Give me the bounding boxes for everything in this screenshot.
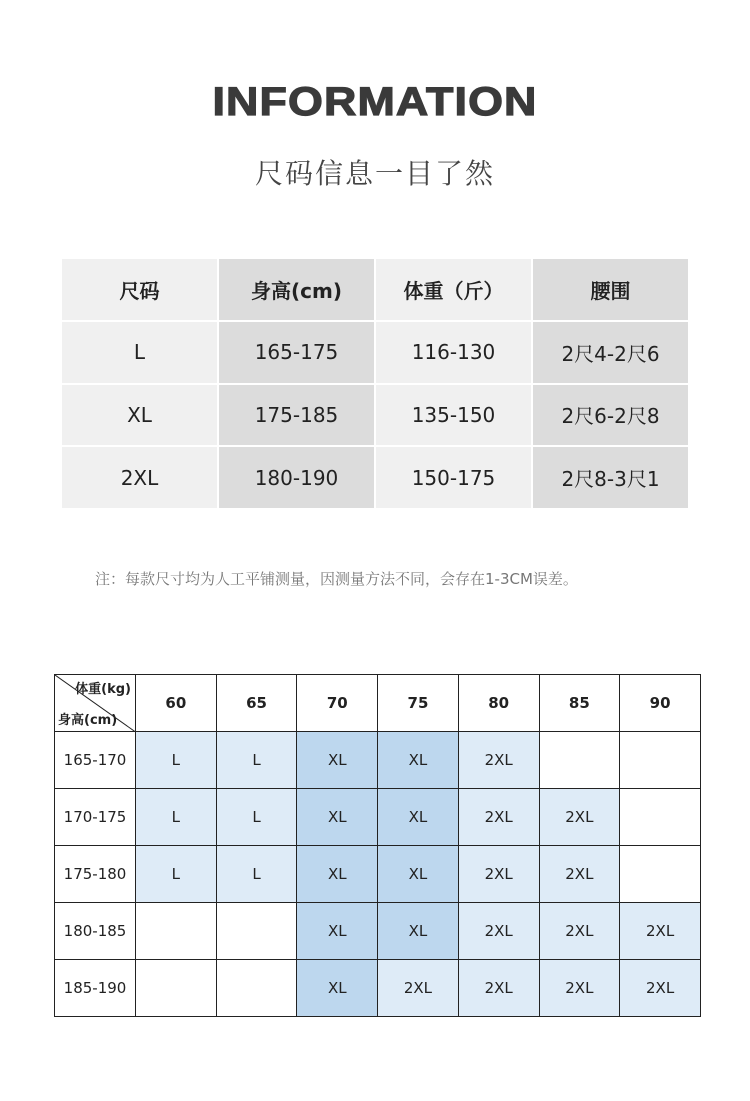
size-recommendation-cell: XL	[378, 846, 459, 903]
empty-cell	[136, 903, 217, 960]
size-recommendation-cell: 2XL	[539, 846, 620, 903]
size-table-row	[61, 321, 689, 384]
grid-row	[55, 789, 701, 846]
size-recommendation-cell: XL	[378, 903, 459, 960]
size-table-header-row	[61, 258, 689, 321]
weight-header-cell: 85	[539, 675, 620, 732]
size-header-cell: 身高(cm)	[218, 258, 375, 321]
weight-axis-label: 体重(kg)	[75, 682, 131, 697]
size-cell: 2尺8-3尺1	[532, 446, 689, 509]
size-recommendation-cell: XL	[297, 903, 378, 960]
size-cell: 150-175	[375, 446, 532, 509]
size-header-cell: 腰围	[532, 258, 689, 321]
size-recommendation-cell: L	[136, 732, 217, 789]
size-cell: 175-185	[218, 384, 375, 447]
weight-header-cell: 70	[297, 675, 378, 732]
size-recommendation-cell: 2XL	[539, 789, 620, 846]
page-title: INFORMATION	[212, 80, 538, 124]
size-recommendation-cell: 2XL	[458, 846, 539, 903]
height-row-label: 170-175	[55, 789, 136, 846]
size-recommendation-cell: L	[216, 846, 297, 903]
weight-header-cell: 65	[216, 675, 297, 732]
empty-cell	[620, 846, 701, 903]
weight-header-cell: 80	[458, 675, 539, 732]
empty-cell	[136, 960, 217, 1017]
size-recommendation-grid	[54, 674, 701, 1017]
empty-cell	[620, 789, 701, 846]
size-header-cell: 体重（斤）	[375, 258, 532, 321]
empty-cell	[539, 732, 620, 789]
size-cell: 116-130	[375, 321, 532, 384]
size-recommendation-cell: L	[216, 789, 297, 846]
size-recommendation-cell: 2XL	[458, 903, 539, 960]
weight-header-cell: 60	[136, 675, 217, 732]
size-recommendation-cell: 2XL	[620, 903, 701, 960]
size-recommendation-cell: 2XL	[620, 960, 701, 1017]
size-recommendation-cell: L	[216, 732, 297, 789]
size-cell: XL	[61, 384, 218, 447]
size-recommendation-cell: L	[136, 846, 217, 903]
size-recommendation-cell: 2XL	[458, 789, 539, 846]
size-recommendation-cell: 2XL	[539, 960, 620, 1017]
size-recommendation-cell: XL	[297, 846, 378, 903]
weight-header-cell: 75	[378, 675, 459, 732]
size-recommendation-cell: XL	[378, 789, 459, 846]
empty-cell	[620, 732, 701, 789]
page-subtitle: 尺码信息一目了然	[254, 157, 495, 190]
size-recommendation-cell: 2XL	[458, 960, 539, 1017]
size-recommendation-cell: 2XL	[458, 732, 539, 789]
height-row-label: 175-180	[55, 846, 136, 903]
size-table-row	[61, 446, 689, 509]
measurement-note: 注：每款尺寸均为人工平铺测量，因测量方法不同，会存在1-3CM误差。	[95, 570, 578, 588]
height-axis-label: 身高(cm)	[58, 713, 118, 728]
size-table-row	[61, 384, 689, 447]
size-cell: 2尺4-2尺6	[532, 321, 689, 384]
size-recommendation-cell: XL	[378, 732, 459, 789]
size-cell: 2XL	[61, 446, 218, 509]
grid-row	[55, 960, 701, 1017]
size-recommendation-cell: XL	[297, 960, 378, 1017]
empty-cell	[216, 903, 297, 960]
size-table	[60, 257, 690, 510]
grid-corner-cell	[55, 675, 136, 732]
size-cell: L	[61, 321, 218, 384]
size-cell: 135-150	[375, 384, 532, 447]
weight-header-cell: 90	[620, 675, 701, 732]
grid-row	[55, 903, 701, 960]
height-row-label: 185-190	[55, 960, 136, 1017]
size-cell: 2尺6-2尺8	[532, 384, 689, 447]
size-cell: 180-190	[218, 446, 375, 509]
grid-row	[55, 846, 701, 903]
size-recommendation-cell: XL	[297, 732, 378, 789]
size-recommendation-cell: 2XL	[378, 960, 459, 1017]
empty-cell	[216, 960, 297, 1017]
height-row-label: 180-185	[55, 903, 136, 960]
size-header-cell: 尺码	[61, 258, 218, 321]
size-recommendation-cell: 2XL	[539, 903, 620, 960]
height-row-label: 165-170	[55, 732, 136, 789]
size-cell: 165-175	[218, 321, 375, 384]
size-recommendation-cell: L	[136, 789, 217, 846]
grid-header-row	[55, 675, 701, 732]
size-recommendation-cell: XL	[297, 789, 378, 846]
grid-row	[55, 732, 701, 789]
